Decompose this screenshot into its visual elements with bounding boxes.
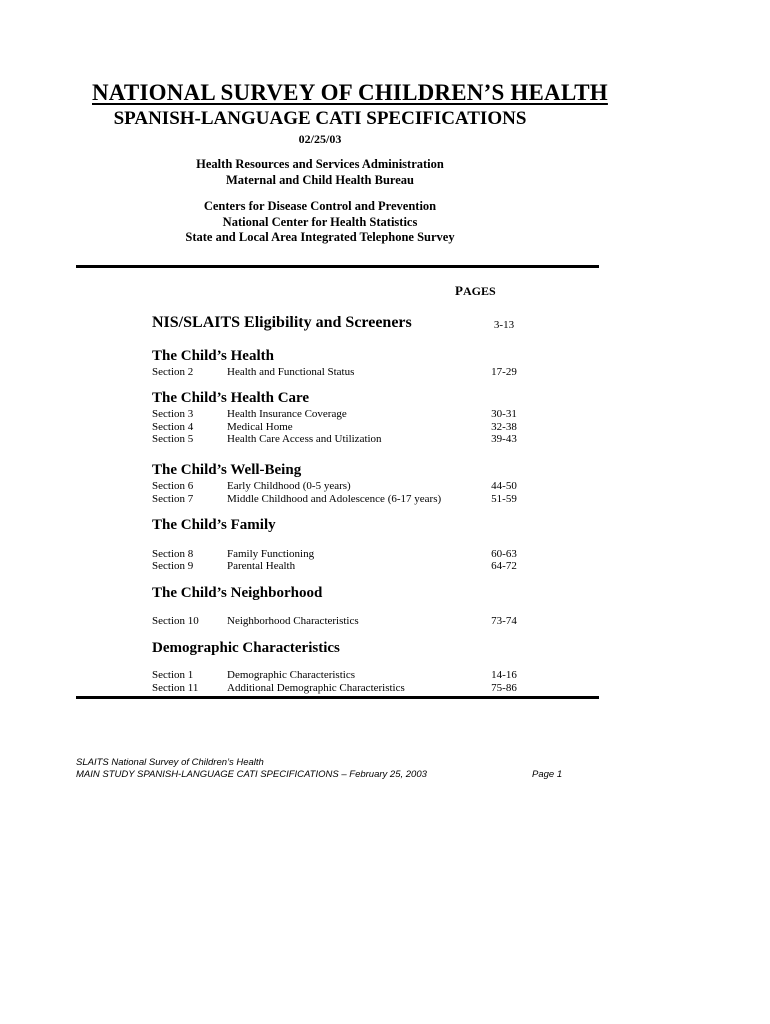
section-number: Section 10 [152,615,199,627]
section-number: Section 8 [152,548,194,560]
section-pages: 32-38 [491,420,517,433]
toc-page-eligibility: 3-13 [493,319,515,331]
page-footer [76,757,566,781]
top-divider [76,265,599,268]
section-pages: 39-43 [491,433,517,445]
section-number: Section 1 [152,669,194,681]
section-description: Neighborhood Characteristics [227,615,359,627]
toc-row [152,480,351,492]
section-number: Section 3 [152,408,194,420]
agency-line: Centers for Disease Control and Prevention [203,199,437,213]
toc-row [152,669,355,681]
section-description: Demographic Characteristics [227,669,355,681]
document-subtitle: SPANISH-LANGUAGE CATI SPECIFICATIONS [113,108,527,129]
section-pages: 17-29 [491,366,517,378]
toc-heading-childs-well-being: The Child’s Well-Being [152,462,302,478]
agency-line: National Center for Health Statistics [222,214,418,229]
section-number: Section 7 [152,492,194,505]
toc-row [152,408,347,420]
toc-row [152,615,359,627]
section-number: Section 4 [152,420,194,433]
toc-row [152,366,354,378]
document-date: 02/25/03 [298,132,342,146]
document-title: NATIONAL SURVEY OF CHILDREN’S HEALTH [92,80,608,105]
section-description: Family Functioning [227,548,315,560]
page-number: Page 1 [532,769,563,780]
section-number: Section 11 [152,681,199,694]
toc-heading-eligibility: NIS/SLAITS Eligibility and Screeners [152,314,412,331]
agency-line: State and Local Area Integrated Telephone Survey [185,230,455,244]
toc-row [152,421,293,433]
agency-line: Maternal and Child Health Bureau [226,172,414,187]
section-pages: 51-59 [491,492,517,505]
section-pages: 30-31 [491,408,517,420]
toc-heading-demographics: Demographic Characteristics [152,640,340,656]
section-number: Section 5 [152,433,194,445]
section-number: Section 9 [152,560,194,572]
section-description: Early Childhood (0-5 years) [227,480,351,492]
toc-row [152,493,441,505]
agency-block-hrsa [0,157,640,188]
toc-row [152,548,314,560]
footer-line: MAIN STUDY SPANISH-LANGUAGE CATI SPECIFICATIONS – February 25, 2003 [76,769,427,780]
section-description: Parental Health [227,560,296,572]
section-number: Section 2 [152,366,194,378]
section-pages: 75-86 [491,681,517,694]
section-pages: 64-72 [491,560,517,572]
bottom-divider [76,696,599,699]
toc-heading-childs-health: The Child’s Health [152,348,274,364]
toc-row [152,560,295,572]
toc-row [152,433,382,445]
toc-row [152,682,405,694]
section-pages: 60-63 [491,548,517,560]
section-pages: 44-50 [491,480,517,492]
section-description: Medical Home [227,420,293,433]
section-number: Section 6 [152,480,194,492]
footer-line: SLAITS National Survey of Children’s Health [76,757,264,768]
section-description: Additional Demographic Characteristics [227,681,405,694]
section-description: Health and Functional Status [227,366,355,378]
agency-line: Health Resources and Services Administration [196,157,444,171]
section-description: Health Care Access and Utilization [227,433,382,445]
toc-heading-childs-family: The Child’s Family [152,517,276,533]
toc-heading-childs-health-care: The Child’s Health Care [152,390,310,406]
section-description: Health Insurance Coverage [227,408,347,420]
agency-block-cdc [0,199,640,246]
toc-heading-childs-neighborhood: The Child’s Neighborhood [152,585,323,601]
section-pages: 73-74 [491,615,517,627]
pages-column-header: PAGES [455,283,496,298]
section-pages: 14-16 [491,669,517,681]
section-description: Middle Childhood and Adolescence (6-17 years) [227,492,442,505]
